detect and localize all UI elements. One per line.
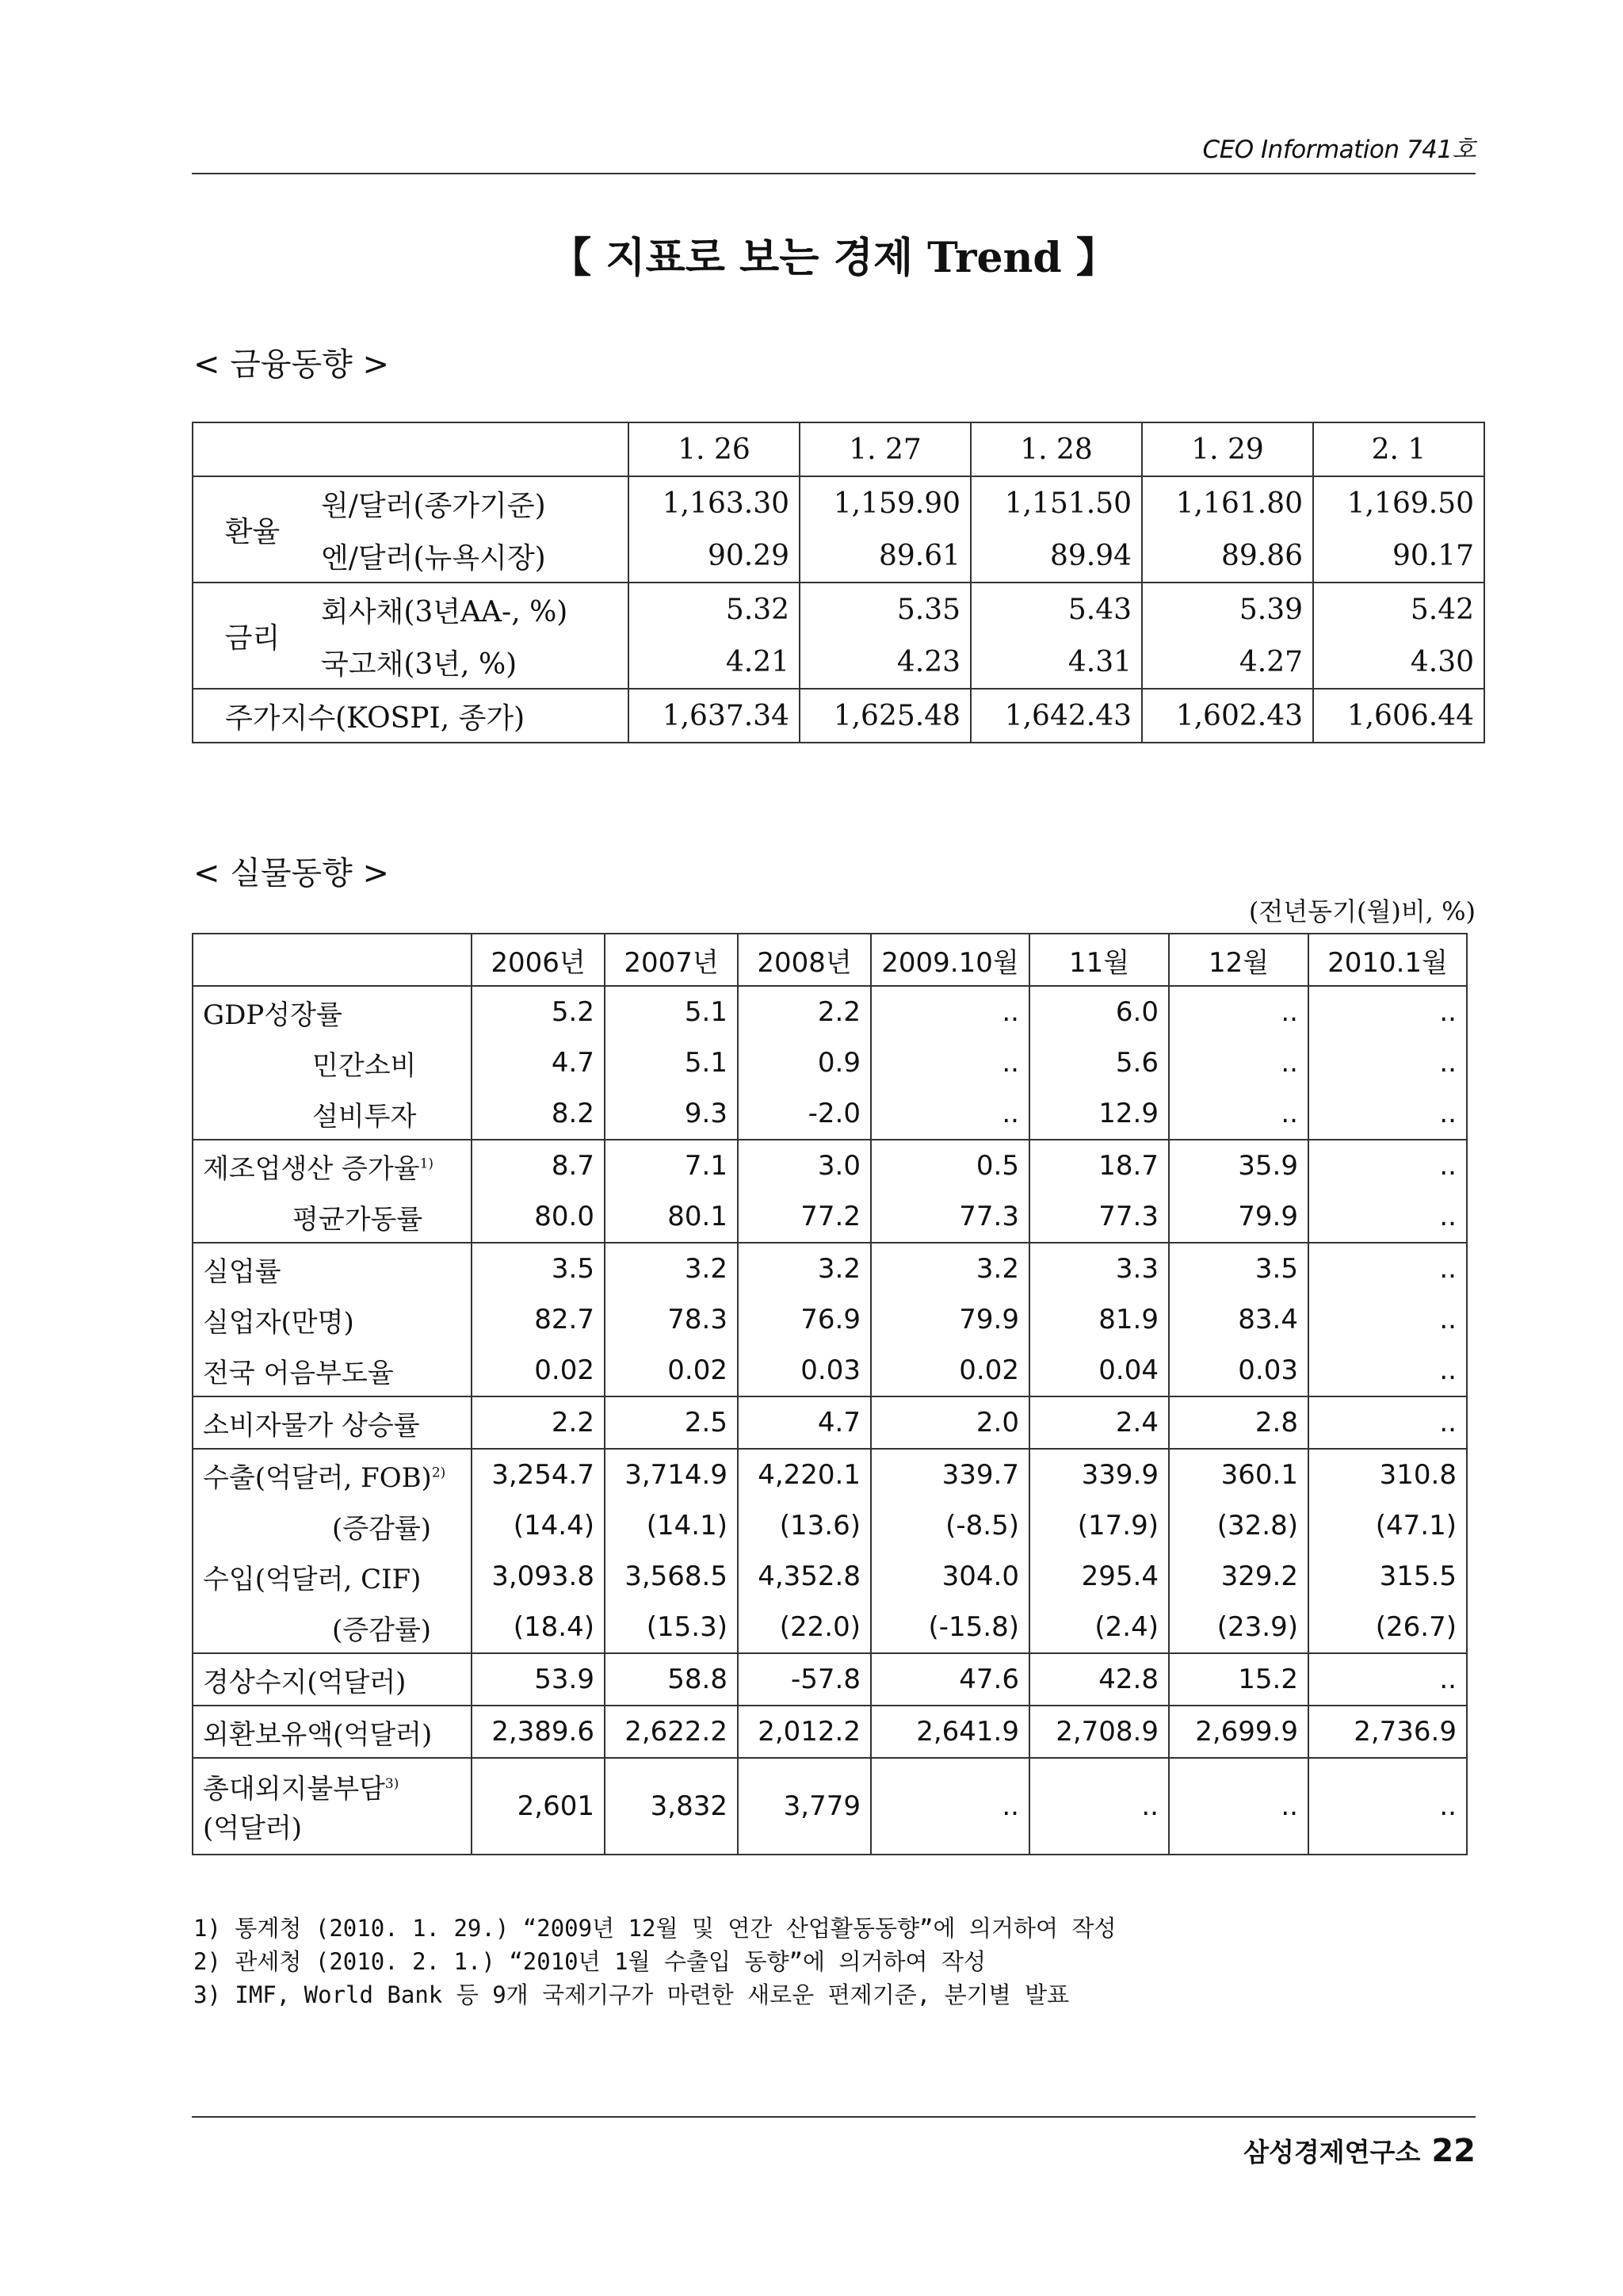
table-cell: 3.5 xyxy=(472,1243,605,1294)
row-label: 수입(억달러, CIF) xyxy=(193,1551,472,1602)
table-cell: 90.29 xyxy=(628,529,800,583)
table-cell: (47.1) xyxy=(1308,1500,1467,1551)
period-header: 11월 xyxy=(1029,934,1169,986)
period-header: 2010.1월 xyxy=(1308,934,1467,986)
table-row xyxy=(193,1037,1467,1088)
table-cell: 78.3 xyxy=(605,1294,738,1345)
table-cell: 1,169.50 xyxy=(1313,476,1484,529)
table-cell: 2.2 xyxy=(472,1396,605,1449)
table-cell: 53.9 xyxy=(472,1653,605,1706)
table-cell: 1,642.43 xyxy=(971,689,1142,743)
table-cell: 79.9 xyxy=(1169,1191,1308,1243)
table-cell: 3,568.5 xyxy=(605,1551,738,1602)
footer-org: 삼성경제연구소 xyxy=(1243,2137,1421,2168)
table-cell: 0.02 xyxy=(871,1345,1029,1396)
table-cell: 1,637.34 xyxy=(628,689,800,743)
table-cell: (26.7) xyxy=(1308,1602,1467,1653)
table-cell: 315.5 xyxy=(1308,1551,1467,1602)
table-cell: 5.1 xyxy=(605,986,738,1037)
table-cell: 2,389.6 xyxy=(472,1706,605,1758)
table-cell: 3,832 xyxy=(605,1758,738,1855)
table-row xyxy=(193,1294,1467,1345)
table-cell: 2.0 xyxy=(871,1396,1029,1449)
table-cell: 8.2 xyxy=(472,1088,605,1140)
table-cell: (-15.8) xyxy=(871,1602,1029,1653)
table-cell: 4,352.8 xyxy=(738,1551,871,1602)
table-cell: .. xyxy=(1308,1140,1467,1191)
table-cell: 2,012.2 xyxy=(738,1706,871,1758)
real-section-title: < 실물동향 > xyxy=(193,855,390,892)
table-cell: -57.8 xyxy=(738,1653,871,1706)
footnote: 1) 통계청 (2010. 1. 29.) “2009년 12월 및 연간 산업활동동향”에 의거하여 작성 xyxy=(193,1915,1117,1942)
row-label: GDP성장률 xyxy=(193,986,472,1037)
table-cell: 339.7 xyxy=(871,1449,1029,1500)
table-cell: 1,161.80 xyxy=(1142,476,1313,529)
table-cell: (17.9) xyxy=(1029,1500,1169,1551)
table-cell: 0.04 xyxy=(1029,1345,1169,1396)
table-cell: 5.6 xyxy=(1029,1037,1169,1088)
table-cell: .. xyxy=(1308,1345,1467,1396)
table-row xyxy=(193,583,1484,636)
table-cell: 1,625.48 xyxy=(800,689,971,743)
table-cell: 2.4 xyxy=(1029,1396,1169,1449)
table-cell: 310.8 xyxy=(1308,1449,1467,1500)
table-cell: 3.3 xyxy=(1029,1243,1169,1294)
footnote-marker: 3) xyxy=(384,1775,399,1792)
period-header: 2008년 xyxy=(738,934,871,986)
table-cell: .. xyxy=(1029,1758,1169,1855)
table-cell: (-8.5) xyxy=(871,1500,1029,1551)
footnote: 2) 관세청 (2010. 2. 1.) “2010년 1월 수출입 동향”에 의거하여 작성 xyxy=(193,1948,987,1975)
table-cell: 77.3 xyxy=(871,1191,1029,1243)
group-label-fx: 환율 xyxy=(193,476,311,583)
table-cell: .. xyxy=(1308,1037,1467,1088)
table-cell: 2,641.9 xyxy=(871,1706,1029,1758)
footnote-marker: 2) xyxy=(431,1465,446,1481)
row-label xyxy=(193,1449,472,1500)
table-cell: 4.23 xyxy=(800,636,971,689)
table-cell: 42.8 xyxy=(1029,1653,1169,1706)
table-cell: 304.0 xyxy=(871,1551,1029,1602)
table-cell: 3.5 xyxy=(1169,1243,1308,1294)
table-cell: 47.6 xyxy=(871,1653,1029,1706)
table-cell: 295.4 xyxy=(1029,1551,1169,1602)
table-cell: .. xyxy=(1169,1758,1308,1855)
row-label: 소비자물가 상승률 xyxy=(193,1396,472,1449)
table-cell: 4.7 xyxy=(738,1396,871,1449)
date-header: 1. 28 xyxy=(971,422,1142,476)
table-cell: 1,163.30 xyxy=(628,476,800,529)
table-cell: (13.6) xyxy=(738,1500,871,1551)
table-cell: 0.5 xyxy=(871,1140,1029,1191)
table-row xyxy=(193,1706,1467,1758)
table-cell: 1,151.50 xyxy=(971,476,1142,529)
table-row xyxy=(193,986,1467,1037)
table-cell: 89.61 xyxy=(800,529,971,583)
period-header: 2009.10월 xyxy=(871,934,1029,986)
row-label: 평균가동률 xyxy=(193,1191,472,1243)
table-corner-cell xyxy=(193,422,628,476)
table-cell: 80.0 xyxy=(472,1191,605,1243)
table-cell: 79.9 xyxy=(871,1294,1029,1345)
table-cell: (23.9) xyxy=(1169,1602,1308,1653)
row-label: 실업률 xyxy=(193,1243,472,1294)
table-cell: 7.1 xyxy=(605,1140,738,1191)
table-cell: .. xyxy=(1308,1243,1467,1294)
date-header: 2. 1 xyxy=(1313,422,1484,476)
table-cell: .. xyxy=(1308,1294,1467,1345)
table-cell: 3.2 xyxy=(605,1243,738,1294)
row-label: 설비투자 xyxy=(193,1088,472,1140)
page-title: 【 지표로 보는 경제 Trend 】 xyxy=(550,234,1117,282)
table-cell: .. xyxy=(1169,986,1308,1037)
table-cell: 5.35 xyxy=(800,583,971,636)
table-cell: .. xyxy=(1308,1088,1467,1140)
row-label: 경상수지(억달러) xyxy=(193,1653,472,1706)
table-cell: 5.42 xyxy=(1313,583,1484,636)
table-cell: 6.0 xyxy=(1029,986,1169,1037)
table-cell: .. xyxy=(1169,1088,1308,1140)
table-row xyxy=(193,1758,1467,1855)
real-economy-table xyxy=(192,933,1468,1855)
row-label: 원/달러(종가기준) xyxy=(311,476,628,529)
group-label-rate: 금리 xyxy=(193,583,311,689)
row-label-text: 제조업생산 증가율 xyxy=(203,1152,420,1185)
table-cell: .. xyxy=(1169,1037,1308,1088)
table-row xyxy=(193,1140,1467,1191)
row-label: (증감률) xyxy=(193,1602,472,1653)
table-cell: .. xyxy=(871,1037,1029,1088)
table-cell: 0.9 xyxy=(738,1037,871,1088)
row-label xyxy=(193,1758,472,1855)
table-cell: .. xyxy=(871,986,1029,1037)
table-cell: 4.7 xyxy=(472,1037,605,1088)
date-header: 1. 26 xyxy=(628,422,800,476)
table-header-row xyxy=(193,422,1484,476)
page-number: 22 xyxy=(1431,2133,1476,2169)
table-cell: 329.2 xyxy=(1169,1551,1308,1602)
row-label: 주가지수(KOSPI, 종가) xyxy=(193,689,628,743)
table-cell: 4.27 xyxy=(1142,636,1313,689)
footnotes xyxy=(193,1912,1116,2011)
table-cell: 83.4 xyxy=(1169,1294,1308,1345)
table-cell: 15.2 xyxy=(1169,1653,1308,1706)
table-cell: 2.5 xyxy=(605,1396,738,1449)
table-cell: 2,601 xyxy=(472,1758,605,1855)
table-cell: 90.17 xyxy=(1313,529,1484,583)
table-cell: 1,159.90 xyxy=(800,476,971,529)
row-label: 회사채(3년AA-, %) xyxy=(311,583,628,636)
table-row xyxy=(193,1551,1467,1602)
table-cell: (15.3) xyxy=(605,1602,738,1653)
table-cell: 89.86 xyxy=(1142,529,1313,583)
table-cell: 35.9 xyxy=(1169,1140,1308,1191)
table-cell: 77.2 xyxy=(738,1191,871,1243)
row-label-text: 수출(억달러, FOB) xyxy=(203,1461,432,1494)
table-cell: 5.1 xyxy=(605,1037,738,1088)
table-cell: 339.9 xyxy=(1029,1449,1169,1500)
table-cell: 2,708.9 xyxy=(1029,1706,1169,1758)
table-row xyxy=(193,1653,1467,1706)
footnote-marker: 1) xyxy=(419,1156,434,1172)
table-row xyxy=(193,689,1484,743)
table-cell: .. xyxy=(871,1758,1029,1855)
table-corner-cell xyxy=(193,934,472,986)
page-footer xyxy=(1243,2132,1476,2169)
table-row xyxy=(193,529,1484,583)
table-row xyxy=(193,1243,1467,1294)
table-cell: (18.4) xyxy=(472,1602,605,1653)
table-cell: .. xyxy=(1308,1191,1467,1243)
table-row xyxy=(193,1088,1467,1140)
table-cell: 82.7 xyxy=(472,1294,605,1345)
table-row xyxy=(193,636,1484,689)
row-label-text: 총대외지불부담 xyxy=(203,1773,385,1805)
table-cell: 18.7 xyxy=(1029,1140,1169,1191)
table-cell: 3,779 xyxy=(738,1758,871,1855)
table-cell: (22.0) xyxy=(738,1602,871,1653)
period-header: 12월 xyxy=(1169,934,1308,986)
table-cell: 2,699.9 xyxy=(1169,1706,1308,1758)
table-cell: 0.03 xyxy=(1169,1345,1308,1396)
table-cell: .. xyxy=(1308,1396,1467,1449)
date-header: 1. 27 xyxy=(800,422,971,476)
period-header: 2006년 xyxy=(472,934,605,986)
table-cell: .. xyxy=(1308,986,1467,1037)
financial-section-title: < 금융동향 > xyxy=(193,346,390,383)
period-header: 2007년 xyxy=(605,934,738,986)
row-label: 외환보유액(억달러) xyxy=(193,1706,472,1758)
row-label: (증감률) xyxy=(193,1500,472,1551)
table-cell: 81.9 xyxy=(1029,1294,1169,1345)
table-cell: 3.0 xyxy=(738,1140,871,1191)
table-cell: 2,736.9 xyxy=(1308,1706,1467,1758)
row-label: 실업자(만명) xyxy=(193,1294,472,1345)
table-cell: 77.3 xyxy=(1029,1191,1169,1243)
table-cell: 2.2 xyxy=(738,986,871,1037)
table-cell: 3,714.9 xyxy=(605,1449,738,1500)
table-cell: 1,606.44 xyxy=(1313,689,1484,743)
footnote: 3) IMF, World Bank 등 9개 국제기구가 마련한 새로운 편제기준, 분기별 발표 xyxy=(193,1981,1070,2008)
table-cell: 58.8 xyxy=(605,1653,738,1706)
row-label: 전국 어음부도율 xyxy=(193,1345,472,1396)
table-cell: .. xyxy=(1308,1653,1467,1706)
table-cell: -2.0 xyxy=(738,1088,871,1140)
table-cell: 2,622.2 xyxy=(605,1706,738,1758)
table-cell: 80.1 xyxy=(605,1191,738,1243)
table-cell: (32.8) xyxy=(1169,1500,1308,1551)
table-cell: (14.1) xyxy=(605,1500,738,1551)
table-row xyxy=(193,1602,1467,1653)
table-cell: 0.03 xyxy=(738,1345,871,1396)
table-row xyxy=(193,476,1484,529)
table-cell: 0.02 xyxy=(605,1345,738,1396)
table-cell: 360.1 xyxy=(1169,1449,1308,1500)
table-cell: 5.43 xyxy=(971,583,1142,636)
row-label: 엔/달러(뉴욕시장) xyxy=(311,529,628,583)
publication-header: CEO Information 741호 xyxy=(1202,136,1476,164)
date-header: 1. 29 xyxy=(1142,422,1313,476)
table-cell: (2.4) xyxy=(1029,1602,1169,1653)
table-cell: 3.2 xyxy=(871,1243,1029,1294)
footer-rule xyxy=(192,2116,1476,2118)
table-cell: 8.7 xyxy=(472,1140,605,1191)
table-row xyxy=(193,1191,1467,1243)
table-cell: 76.9 xyxy=(738,1294,871,1345)
table-cell: 2.8 xyxy=(1169,1396,1308,1449)
table-cell: 5.39 xyxy=(1142,583,1313,636)
table-row xyxy=(193,1396,1467,1449)
table-cell: 4.31 xyxy=(971,636,1142,689)
table-cell: .. xyxy=(871,1088,1029,1140)
table-row xyxy=(193,1345,1467,1396)
table-cell: 4.21 xyxy=(628,636,800,689)
table-cell: 9.3 xyxy=(605,1088,738,1140)
row-label xyxy=(193,1140,472,1191)
table-row xyxy=(193,1500,1467,1551)
row-label-text: (억달러) xyxy=(203,1813,303,1845)
table-cell: 3.2 xyxy=(738,1243,871,1294)
table-cell: 5.2 xyxy=(472,986,605,1037)
table-header-row xyxy=(193,934,1467,986)
table-cell: 1,602.43 xyxy=(1142,689,1313,743)
table-cell: 3,254.7 xyxy=(472,1449,605,1500)
table-cell: 89.94 xyxy=(971,529,1142,583)
table-cell: 0.02 xyxy=(472,1345,605,1396)
table-cell: 12.9 xyxy=(1029,1088,1169,1140)
financial-table xyxy=(192,422,1485,743)
table-cell: 5.32 xyxy=(628,583,800,636)
table-cell: .. xyxy=(1308,1758,1467,1855)
table-row xyxy=(193,1449,1467,1500)
row-label: 민간소비 xyxy=(193,1037,472,1088)
header-rule xyxy=(192,173,1476,174)
table-cell: 3,093.8 xyxy=(472,1551,605,1602)
row-label: 국고채(3년, %) xyxy=(311,636,628,689)
table-cell: 4.30 xyxy=(1313,636,1484,689)
table-cell: (14.4) xyxy=(472,1500,605,1551)
unit-note: (전년동기(월)비, %) xyxy=(1248,896,1476,926)
table-cell: 4,220.1 xyxy=(738,1449,871,1500)
